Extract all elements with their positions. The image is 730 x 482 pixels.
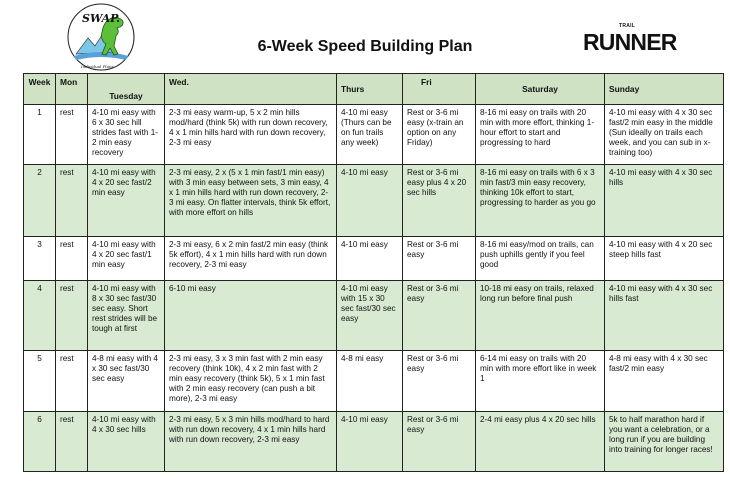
- cell-fri: Rest or 3-6 mi easy (x-train an option on any Friday): [403, 105, 476, 165]
- cell-wed: 2-3 mi easy, 3 x 3 min fast with 2 min easy recovery (think 10k), 4 x 2 min fast with 2 min easy recovery (think 5k), 5 x 1 min fast with 2 min easy recovery (can push a bit more), 2-3 mi easy: [165, 351, 337, 412]
- table-row: [24, 351, 724, 412]
- cell-thurs: 4-8 mi easy: [337, 351, 403, 412]
- cell-thurs: 4-10 mi easy (Thurs can be on fun trails any week): [337, 105, 403, 165]
- swap-logo-graphic: [62, 2, 140, 72]
- cell-mon: rest: [56, 281, 88, 351]
- header-mon: Mon: [56, 74, 88, 105]
- cell-mon: rest: [56, 165, 88, 237]
- table-row: [24, 105, 724, 165]
- trail-runner-logo: [583, 23, 683, 53]
- table-row: [24, 237, 724, 281]
- cell-week: 2: [24, 165, 56, 237]
- cell-fri: Rest or 3-6 mi easy: [403, 237, 476, 281]
- cell-week: 5: [24, 351, 56, 412]
- cell-sunday: 4-10 mi easy with 4 x 30 sec hills fast: [605, 281, 724, 351]
- cell-mon: rest: [56, 105, 88, 165]
- cell-wed: 2-3 mi easy, 2 x (5 x 1 min fast/1 min easy) with 3 min easy between sets, 3 min easy, 4 x 1 min hills hard with run down recovery, 2-3 mi easy. On flatter intervals, think 5k effort, with more effort on hills: [165, 165, 337, 237]
- cell-sunday: 4-10 mi easy with 4 x 30 sec hills: [605, 165, 724, 237]
- cell-wed: 6-10 mi easy: [165, 281, 337, 351]
- table-row: [24, 412, 724, 472]
- header-wed: Wed.: [165, 74, 337, 105]
- cell-tuesday: 4-10 mi easy with 6 x 30 sec hill strides fast with 1-2 min easy recovery: [88, 105, 165, 165]
- cell-tuesday: 4-10 mi easy with 4 x 20 sec fast/2 min easy: [88, 165, 165, 237]
- header-fri: Fri: [403, 74, 476, 105]
- cell-tuesday: 4-10 mi easy with 8 x 30 sec fast/30 sec easy. Short rest strides will be tough at first: [88, 281, 165, 351]
- cell-wed: 2-3 mi easy, 6 x 2 min fast/2 min easy (think 5k effort), 4 x 1 min hills hard with run down recovery, 2-3 mi easy: [165, 237, 337, 281]
- cell-saturday: 8-16 mi easy/mod on trails, can push uphills gently if you feel good: [476, 237, 605, 281]
- cell-fri: Rest or 3-6 mi easy: [403, 351, 476, 412]
- header-saturday: Saturday: [476, 74, 605, 105]
- cell-saturday: 10-18 mi easy on trails, relaxed long run before final push: [476, 281, 605, 351]
- cell-wed: 2-3 mi easy warm-up, 5 x 2 min hills mod/hard (think 5k) with run down recovery, 4 x 1 min hills hard with run down recovery, 2-3 mi easy: [165, 105, 337, 165]
- cell-thurs: 4-10 mi easy: [337, 165, 403, 237]
- cell-week: 1: [24, 105, 56, 165]
- cell-week: 4: [24, 281, 56, 351]
- logo-tagline: Individual Plans: [81, 64, 114, 69]
- cell-wed: 2-3 mi easy, 5 x 3 min hills mod/hard to hard with run down recovery, 4 x 1 min hills hard with run down recovery, 2-3 mi easy: [165, 412, 337, 472]
- header-sunday: Sunday: [605, 74, 724, 105]
- cell-sunday: 4-10 mi easy with 4 x 30 sec fast/2 min easy in the middle (Sun ideally on trails each week, and you can sub in x-training too): [605, 105, 724, 165]
- cell-tuesday: 4-10 mi easy with 4 x 30 sec hills: [88, 412, 165, 472]
- cell-fri: Rest or 3-6 mi easy: [403, 281, 476, 351]
- cell-fri: Rest or 3-6 mi easy: [403, 412, 476, 472]
- cell-thurs: 4-10 mi easy: [337, 237, 403, 281]
- header-thurs: Thurs: [337, 74, 403, 105]
- cell-fri: Rest or 3-6 mi easy plus 4 x 20 sec hills: [403, 165, 476, 237]
- cell-thurs: 4-10 mi easy: [337, 412, 403, 472]
- cell-sunday: 4-10 mi easy with 4 x 20 sec steep hills fast: [605, 237, 724, 281]
- cell-week: 6: [24, 412, 56, 472]
- cell-saturday: 2-4 mi easy plus 4 x 20 sec hills: [476, 412, 605, 472]
- cell-mon: rest: [56, 237, 88, 281]
- cell-saturday: 6-14 mi easy on trails with 20 min with more effort like in week 1: [476, 351, 605, 412]
- header-tuesday: Tuesday: [88, 74, 165, 105]
- cell-tuesday: 4-8 mi easy with 4 x 30 sec fast/30 sec easy: [88, 351, 165, 412]
- header-week: Week: [24, 74, 56, 105]
- brand-big-text: RUNNER: [583, 29, 677, 55]
- cell-thurs: 4-10 mi easy with 15 x 30 sec fast/30 sec easy: [337, 281, 403, 351]
- table-header-row: [24, 74, 724, 105]
- cell-saturday: 8-16 mi easy on trails with 20 min with more effort, thinking 1-hour effort to start and progressing to hard: [476, 105, 605, 165]
- swap-logo: [62, 2, 140, 72]
- cell-mon: rest: [56, 412, 88, 472]
- cell-sunday: 5k to half marathon hard if you want a celebration, or a long run if you are building into training for longer races!: [605, 412, 724, 472]
- cell-saturday: 8-16 mi easy on trails with 6 x 3 min fast/3 min easy recovery, thinking 10k effort to start, progressing to harder as you go: [476, 165, 605, 237]
- table-row: [24, 165, 724, 237]
- logo-text: SWAP: [82, 12, 119, 25]
- cell-mon: rest: [56, 351, 88, 412]
- brand-small-text: TRAIL: [619, 23, 636, 29]
- cell-week: 3: [24, 237, 56, 281]
- page-title: 6-Week Speed Building Plan: [257, 38, 473, 55]
- training-plan-table: [23, 73, 724, 472]
- cell-sunday: 4-8 mi easy with 4 x 30 sec fast/2 min easy: [605, 351, 724, 412]
- cell-tuesday: 4-10 mi easy with 4 x 20 sec fast/1 min easy: [88, 237, 165, 281]
- table-row: [24, 281, 724, 351]
